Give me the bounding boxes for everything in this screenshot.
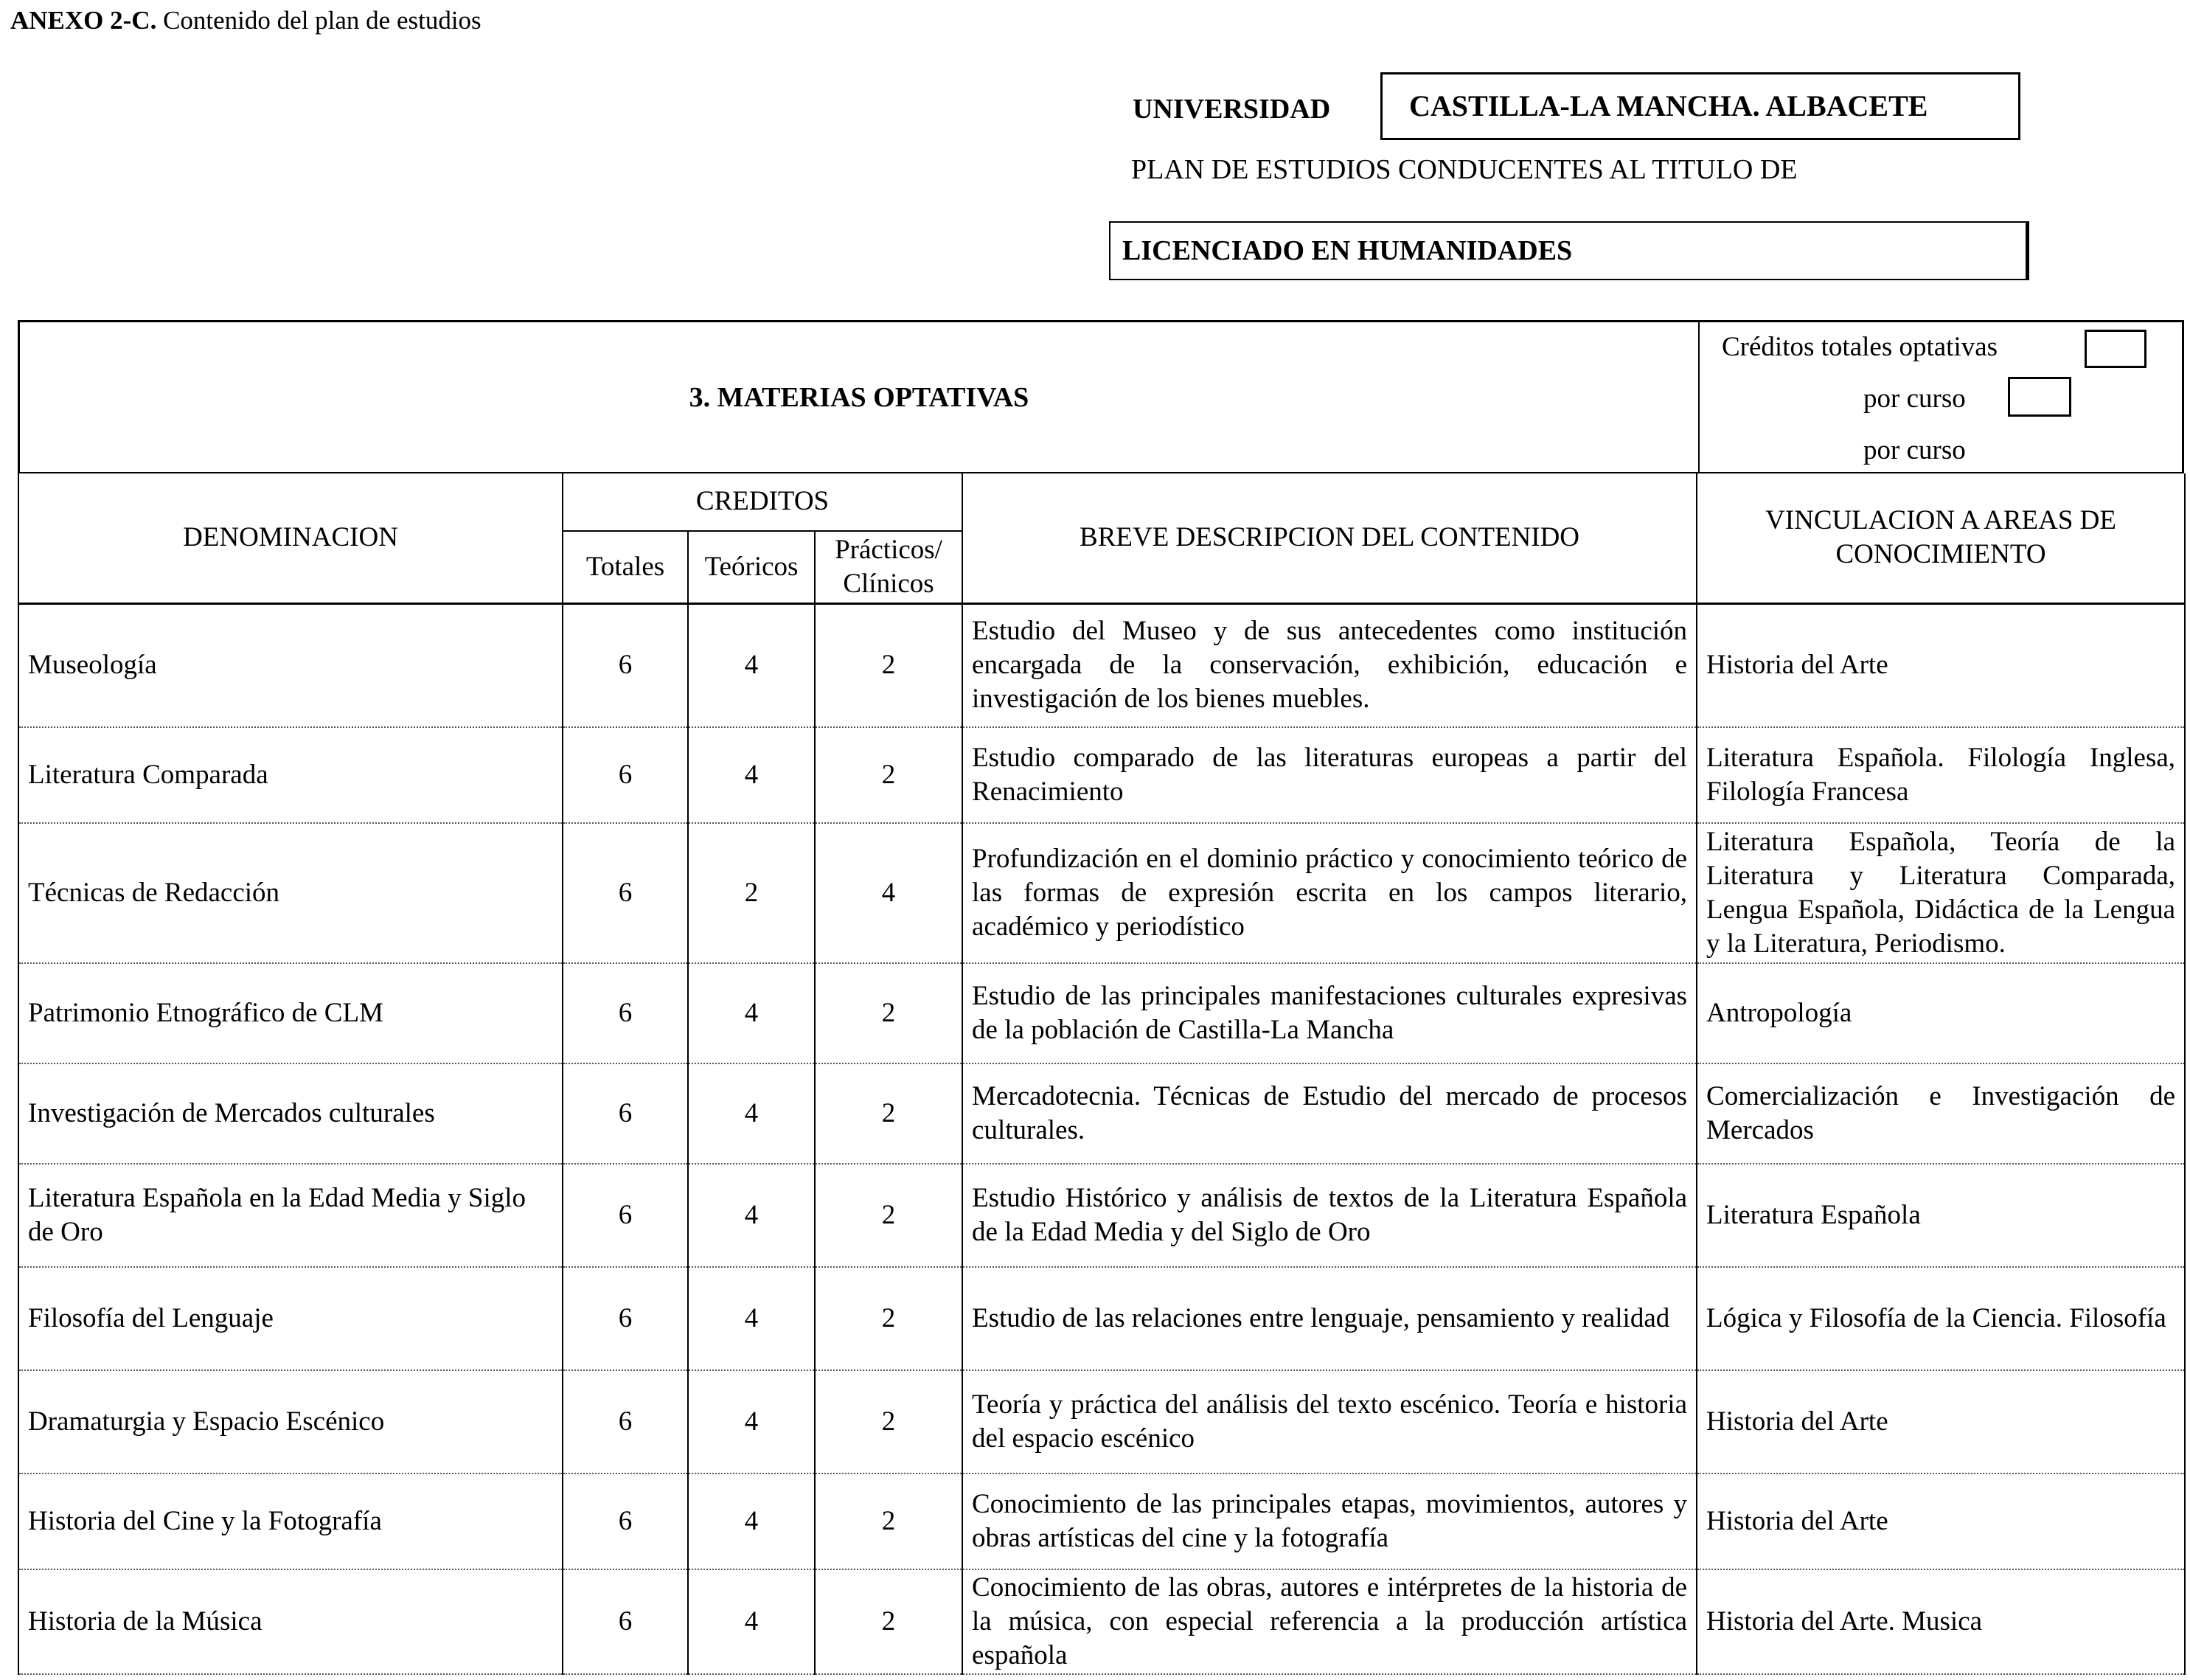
- table-row: [18, 1474, 2185, 1569]
- cell-areas: Literatura Española: [1697, 1164, 2185, 1267]
- header-vinculacion-line1: VINCULACION A AREAS DE: [1765, 505, 2116, 535]
- header-vinculacion: [1697, 473, 2185, 603]
- cell-teoricos: 4: [688, 1267, 815, 1370]
- cell-descripcion: Conocimiento de las principales etapas, movimientos, autores y obras artísticas del cine y la fotografía: [962, 1474, 1697, 1569]
- anexo-heading: [10, 6, 482, 35]
- cell-practicos: 2: [815, 1164, 962, 1267]
- cell-totales: 6: [563, 1569, 688, 1674]
- cell-denominacion: Patrimonio Etnográfico de CLM: [18, 963, 563, 1063]
- cell-areas: Lógica y Filosofía de la Ciencia. Filosofía: [1697, 1267, 2185, 1370]
- cell-practicos: 4: [815, 823, 962, 963]
- universidad-label: UNIVERSIDAD: [1133, 94, 1331, 125]
- cell-teoricos: 4: [688, 1063, 815, 1164]
- cell-areas: Historia del Arte: [1697, 1370, 2185, 1474]
- table-row: [18, 963, 2185, 1063]
- header-creditos: CREDITOS: [563, 473, 962, 531]
- cell-denominacion: Literatura Comparada: [18, 727, 563, 823]
- header-practicos-line1: Prácticos/: [835, 534, 942, 565]
- header-practicos: [815, 531, 962, 603]
- cell-denominacion: Historia de la Música: [18, 1569, 563, 1674]
- cell-teoricos: 4: [688, 727, 815, 823]
- cell-totales: 6: [563, 1474, 688, 1569]
- cell-denominacion: Filosofía del Lenguaje: [18, 1267, 563, 1370]
- cell-descripcion: Estudio comparado de las literaturas europeas a partir del Renacimiento: [962, 727, 1697, 823]
- header-teoricos: Teóricos: [688, 531, 815, 603]
- table-row: [18, 603, 2185, 727]
- cell-descripcion: Teoría y práctica del análisis del texto escénico. Teoría e historia del espacio escénico: [962, 1370, 1697, 1474]
- cell-practicos: 2: [815, 963, 962, 1063]
- cell-descripcion: Estudio del Museo y de sus antecedentes como institución encargada de la conservación, exhibición, educación e investigación de los bienes muebles.: [962, 603, 1697, 727]
- cell-denominacion: Técnicas de Redacción: [18, 823, 563, 963]
- cell-areas: Historia del Arte: [1697, 1474, 2185, 1569]
- creditos-totales-box: [2085, 330, 2146, 368]
- section-divider: [1698, 322, 1700, 472]
- cell-practicos: 2: [815, 727, 962, 823]
- table-row: [18, 1164, 2185, 1267]
- por-curso-box: [2008, 377, 2071, 417]
- anexo-label: ANEXO 2-C.: [10, 6, 157, 35]
- cell-practicos: 2: [815, 1370, 962, 1474]
- cell-practicos: 2: [815, 603, 962, 727]
- section-header: [18, 320, 2184, 473]
- cell-practicos: 2: [815, 1063, 962, 1164]
- cell-teoricos: 2: [688, 823, 815, 963]
- table-row: [18, 1063, 2185, 1164]
- cell-teoricos: 4: [688, 603, 815, 727]
- cell-areas: Literatura Española, Teoría de la Literatura y Literatura Comparada, Lengua Española, Didáctica de la Lengua y la Literatura, Periodismo.: [1697, 823, 2185, 963]
- cell-areas: Historia del Arte: [1697, 603, 2185, 727]
- cell-descripcion: Estudio de las principales manifestaciones culturales expresivas de la población de Castilla-La Mancha: [962, 963, 1697, 1063]
- header-denominacion: DENOMINACION: [18, 473, 563, 603]
- titulo-value: LICENCIADO EN HUMANIDADES: [1109, 221, 2029, 280]
- cell-areas: Comercialización e Investigación de Mercados: [1697, 1063, 2185, 1164]
- cell-areas: Antropología: [1697, 963, 2185, 1063]
- cell-denominacion: Museología: [18, 603, 563, 727]
- cell-totales: 6: [563, 963, 688, 1063]
- header-descripcion: BREVE DESCRIPCION DEL CONTENIDO: [962, 473, 1697, 603]
- cell-totales: 6: [563, 727, 688, 823]
- table-row: [18, 1370, 2185, 1474]
- cell-teoricos: 4: [688, 1164, 815, 1267]
- plan-label: PLAN DE ESTUDIOS CONDUCENTES AL TITULO DE: [1131, 154, 1798, 185]
- header-totales: Totales: [563, 531, 688, 603]
- cell-practicos: 2: [815, 1569, 962, 1674]
- cell-descripcion: Profundización en el dominio práctico y conocimiento teórico de las formas de expresión escrita en los campos literario, académico y periodístico: [962, 823, 1697, 963]
- cell-teoricos: 4: [688, 1569, 815, 1674]
- cell-denominacion: Investigación de Mercados culturales: [18, 1063, 563, 1164]
- creditos-totales-label: Créditos totales optativas: [1722, 332, 1998, 362]
- cell-teoricos: 4: [688, 1370, 815, 1474]
- cell-totales: 6: [563, 1370, 688, 1474]
- section-title: 3. MATERIAS OPTATIVAS: [689, 382, 1029, 413]
- cell-denominacion: Literatura Española en la Edad Media y Siglo de Oro: [18, 1164, 563, 1267]
- cell-descripcion: Estudio de las relaciones entre lenguaje, pensamiento y realidad: [962, 1267, 1697, 1370]
- por-curso-label-2: por curso: [1863, 435, 1966, 465]
- cell-totales: 6: [563, 1164, 688, 1267]
- cell-totales: 6: [563, 1267, 688, 1370]
- cell-descripcion: Mercadotecnia. Técnicas de Estudio del mercado de procesos culturales.: [962, 1063, 1697, 1164]
- materias-table: [18, 473, 2186, 1675]
- cell-teoricos: 4: [688, 1474, 815, 1569]
- por-curso-label-1: por curso: [1863, 383, 1966, 414]
- table-row: [18, 1569, 2185, 1674]
- cell-totales: 6: [563, 823, 688, 963]
- cell-denominacion: Historia del Cine y la Fotografía: [18, 1474, 563, 1569]
- cell-denominacion: Dramaturgia y Espacio Escénico: [18, 1370, 563, 1474]
- cell-totales: 6: [563, 603, 688, 727]
- cell-descripcion: Conocimiento de las obras, autores e intérpretes de la historia de la música, con especial referencia a la producción artística española: [962, 1569, 1697, 1674]
- cell-descripcion: Estudio Histórico y análisis de textos de la Literatura Española de la Edad Media y del Siglo de Oro: [962, 1164, 1697, 1267]
- table-row: [18, 823, 2185, 963]
- anexo-text: Contenido del plan de estudios: [163, 6, 482, 35]
- header-vinculacion-line2: CONOCIMIENTO: [1835, 539, 2046, 570]
- universidad-value: CASTILLA-LA MANCHA. ALBACETE: [1380, 72, 2020, 140]
- cell-areas: Historia del Arte. Musica: [1697, 1569, 2185, 1674]
- cell-practicos: 2: [815, 1474, 962, 1569]
- table-row: [18, 1267, 2185, 1370]
- cell-teoricos: 4: [688, 963, 815, 1063]
- header-practicos-line2: Clínicos: [843, 568, 934, 599]
- cell-totales: 6: [563, 1063, 688, 1164]
- table-row: [18, 727, 2185, 823]
- cell-areas: Literatura Española. Filología Inglesa, Filología Francesa: [1697, 727, 2185, 823]
- cell-practicos: 2: [815, 1267, 962, 1370]
